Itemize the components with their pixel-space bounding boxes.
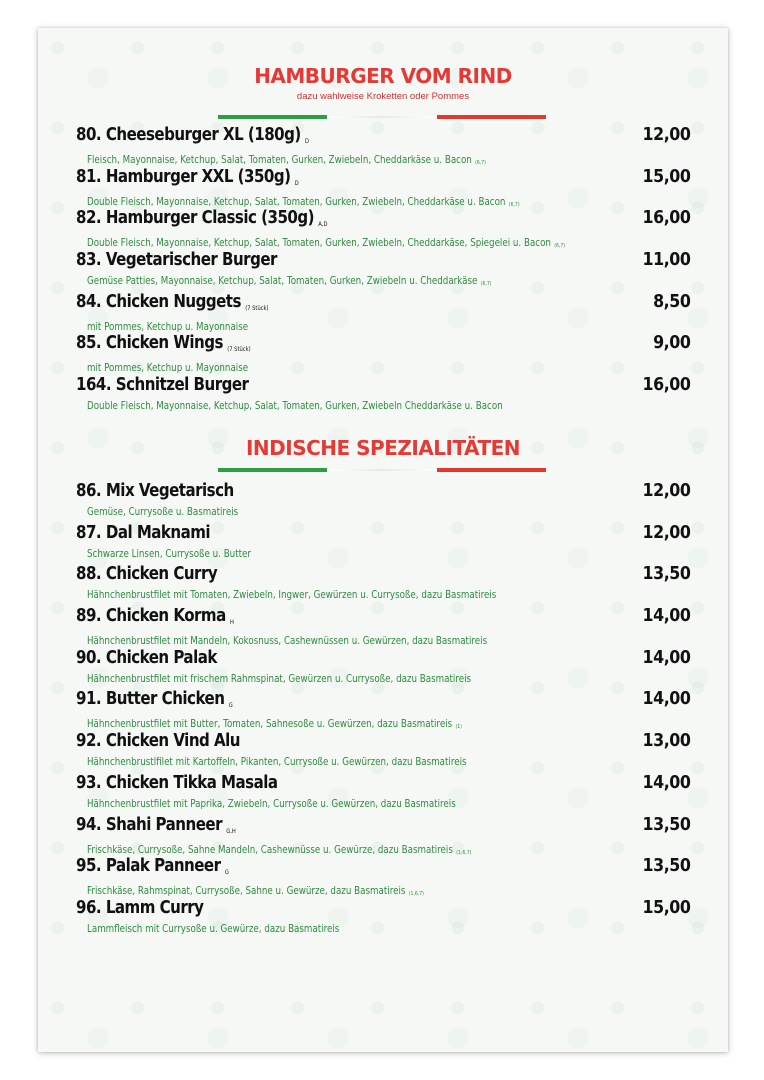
additive-tag: (6,7): [480, 281, 492, 288]
menu-item-name: [76, 166, 299, 192]
menu-item-price: 13,50: [642, 855, 690, 877]
menu-item-description: [87, 924, 339, 935]
menu-item-price: 14,00: [642, 771, 690, 793]
menu-item-title: 94. Shahi Panneer: [76, 814, 222, 835]
menu-item-description: [87, 507, 238, 518]
menu-item-title: 80. Cheeseburger XL (180g): [76, 125, 301, 145]
menu-item-name: [76, 814, 236, 840]
menu-item-description-text: Hähnchenbrustfilet mit Tomaten, Zwiebeln, Ingwer, Gewürzen u. Currysoße, dazu Basmatireis: [87, 589, 497, 602]
menu-item-price: 11,00: [642, 249, 690, 271]
menu-item-price: 13,50: [642, 563, 690, 585]
menu-item-title: 91. Butter Chicken: [76, 689, 225, 710]
menu-item-price: 13,00: [642, 730, 690, 752]
menu-item-name: [76, 897, 203, 919]
menu-item-name: [76, 647, 217, 669]
menu-item-title: 82. Hamburger Classic (350g): [76, 208, 314, 229]
menu-item-price: 8,50: [652, 290, 690, 312]
menu-item-description: [87, 401, 503, 412]
menu-item-description-wrap: [76, 544, 690, 562]
menu-item: [76, 374, 690, 416]
menu-item-title: 81. Hamburger XXL (350g): [76, 166, 291, 187]
menu-item-name: [76, 291, 269, 317]
allergen-tag: H: [230, 619, 234, 627]
menu-item-price: 9,00: [652, 332, 690, 354]
menu-item: [76, 249, 690, 291]
menu-item-title: 88. Chicken Curry: [76, 564, 218, 585]
menu-item-price: 16,00: [642, 374, 690, 396]
menu-item-description: [87, 363, 248, 374]
menu-item-description-text: Gemüse, Currysoße u. Basmatireis: [87, 506, 239, 518]
menu-item-description-text: Double Fleisch, Mayonnaise, Ketchup, Salat, Tomaten, Gurken, Zwiebeln Cheddarkäse u. Bacon: [87, 400, 503, 413]
menu-item-description-text: Lammfleisch mit Currysoße u. Gewürze, dazu Basmatireis: [87, 922, 340, 935]
additive-tag: (6,7): [554, 243, 566, 250]
menu-item-description-text: Double Fleisch, Mayonnaise, Ketchup, Salat, Tomaten, Gurken, Zwiebeln, Cheddarkäse, Spiegelei u. Bacon: [87, 237, 551, 250]
menu-item-description-wrap: [76, 396, 690, 414]
menu-item-price: 13,50: [642, 813, 690, 835]
menu-item-description: [87, 636, 487, 647]
menu-item: [76, 814, 690, 856]
menu-item-name: [76, 855, 229, 881]
menu-item: [76, 897, 690, 939]
menu-item-description-text: Hähnchenbrustfilet mit Butter, Tomaten, Sahnesoße u. Gewürzen, dazu Basmatireis: [87, 718, 453, 731]
menu-item-name: [76, 605, 234, 631]
menu-item: [76, 480, 690, 522]
menu-item: [76, 855, 690, 897]
menu-item-description-wrap: [76, 794, 690, 812]
allergen-tag: A,D: [318, 221, 328, 229]
menu-item-title: 89. Chicken Korma: [76, 606, 226, 627]
menu-item-description-text: mit Pommes, Ketchup u. Mayonnaise: [87, 362, 249, 375]
menu-item-description: [87, 757, 467, 768]
menu-item-title: 86. Mix Vegetarisch: [76, 481, 234, 501]
menu-item: [76, 563, 690, 605]
menu-item-description-text: Hähnchenbrustfilet mit Paprika, Zwiebeln, Currysoße u. Gewürzen, dazu Basmatireis: [87, 797, 456, 810]
indian-item-list: [76, 480, 690, 939]
menu-item-name: [76, 332, 251, 358]
menu-item-title: 85. Chicken Wings: [76, 333, 223, 354]
menu-item-description-text: Schwarze Linsen, Currysoße u. Butter: [87, 547, 251, 560]
allergen-tag: (7 Stück): [227, 346, 251, 354]
menu-item: [76, 207, 690, 249]
menu-item-name: [76, 730, 240, 752]
menu-item-description: [87, 276, 492, 289]
menu-item-description-wrap: [76, 585, 690, 603]
menu-item: [76, 647, 690, 689]
menu-item-price: 12,00: [642, 124, 690, 145]
menu-item-description-text: Fleisch, Mayonnaise, Ketchup, Salat, Tomaten, Gurken, Zwiebeln, Cheddarkäse u. Bacon: [87, 154, 472, 166]
menu-item-title: 95. Palak Panneer: [76, 856, 221, 877]
menu-item-description: [87, 674, 471, 685]
menu-item-name: [76, 124, 309, 150]
allergen-tag: (7 Stück): [245, 304, 269, 312]
menu-item-price: 14,00: [642, 646, 690, 668]
allergen-tag: G: [224, 869, 229, 877]
section-title-hamburger: HAMBURGER VOM RIND: [254, 64, 512, 88]
menu-item-name: [76, 522, 210, 544]
menu-item-name: [76, 207, 327, 233]
menu-item-description-text: Gemüse Patties, Mayonnaise, Ketchup, Salat, Tomaten, Gurken, Zwiebeln u. Cheddarkäse: [87, 275, 478, 288]
menu-item: [76, 688, 690, 730]
menu-item-title: 83. Vegetarischer Burger: [76, 250, 277, 271]
section-title-indian: INDISCHE SPEZIALITÄTEN: [245, 436, 521, 460]
menu-item-name: [76, 249, 277, 271]
menu-item-price: 14,00: [642, 688, 690, 710]
menu-item-description-text: Double Fleisch, Mayonnaise, Ketchup, Salat, Tomaten, Gurken, Zwiebeln, Cheddarkäse u. Bacon: [87, 195, 506, 208]
menu-item-description-text: mit Pommes, Ketchup u. Mayonnaise: [87, 320, 249, 333]
hamburger-item-list: [76, 124, 690, 416]
italian-flag-divider: [218, 115, 546, 119]
menu-item-description-wrap: [76, 502, 690, 520]
menu-item-name: [76, 563, 217, 585]
menu-item-description-text: Frischkäse, Currysoße, Sahne Mandeln, Cashewnüsse u. Gewürze, dazu Basmatireis: [87, 843, 453, 856]
allergen-tag: G: [228, 702, 233, 710]
menu-item-description: [87, 322, 248, 333]
menu-item-description: [87, 549, 251, 560]
menu-item-title: 164. Schnitzel Burger: [76, 375, 249, 396]
menu-item-name: [76, 688, 233, 714]
additive-tag: (6,7): [475, 160, 486, 166]
additive-tag: (1,6,7): [408, 891, 424, 898]
allergen-tag: D: [294, 179, 299, 187]
menu-item-price: 14,00: [642, 605, 690, 627]
menu-item-description-wrap: [76, 752, 690, 770]
menu-item-description: [87, 590, 496, 601]
menu-item: [76, 772, 690, 814]
menu-item-price: 16,00: [642, 207, 690, 229]
menu-item-name: [76, 772, 278, 794]
menu-item: [76, 730, 690, 772]
menu-item-title: 96. Lamm Curry: [76, 897, 204, 918]
menu-page: [38, 28, 728, 1052]
menu-item-description-text: Hähnchenbrustlfilet mit Kartoffeln, Pikanten, Currysoße u. Gewürzen, dazu Basmatireis: [87, 756, 467, 769]
menu-item: [76, 605, 690, 647]
additive-tag: (6,7): [508, 201, 520, 208]
menu-item-title: 90. Chicken Palak: [76, 647, 217, 668]
menu-item-price: 12,00: [642, 521, 690, 543]
allergen-tag: G,H: [226, 827, 236, 835]
menu-item-title: 92. Chicken Vind Alu: [76, 731, 240, 752]
menu-item: [76, 124, 690, 166]
menu-item-price: 15,00: [642, 896, 690, 918]
menu-item-title: 87. Dal Maknami: [76, 522, 211, 543]
menu-item-name: [76, 374, 248, 396]
additive-tag: (1): [455, 724, 462, 731]
menu-item-description-text: Hähnchenbrustfilet mit frischem Rahmspinat, Gewürzen u. Currysoße, dazu Basmatireis: [87, 672, 472, 685]
section-subtitle-hamburger: dazu wahlweise Kroketten oder Pommes: [296, 91, 470, 102]
menu-item-description-text: Frischkäse, Rahmspinat, Currysoße, Sahne u. Gewürze, dazu Basmatireis: [87, 885, 406, 898]
menu-item-description-wrap: [76, 271, 690, 289]
menu-item-description: [87, 799, 456, 810]
italian-flag-divider: [218, 468, 546, 472]
menu-item-price: 12,00: [642, 480, 690, 501]
allergen-tag: D: [305, 138, 310, 145]
menu-item-title: 93. Chicken Tikka Masala: [76, 772, 278, 793]
menu-item: [76, 291, 690, 333]
menu-item-price: 15,00: [642, 165, 690, 187]
menu-item-name: [76, 480, 234, 502]
menu-item: [76, 166, 690, 208]
menu-item: [76, 522, 690, 564]
menu-item-description-wrap: [76, 669, 690, 687]
menu-item-title: 84. Chicken Nuggets: [76, 291, 241, 312]
menu-item: [76, 332, 690, 374]
menu-item-description-wrap: [76, 919, 690, 937]
additive-tag: (1,6,7): [456, 849, 472, 856]
menu-item-description-text: Hähnchenbrustfilet mit Mandeln, Kokosnuss, Cashewnüssen u. Gewürzen, dazu Basmatireis: [87, 635, 488, 648]
